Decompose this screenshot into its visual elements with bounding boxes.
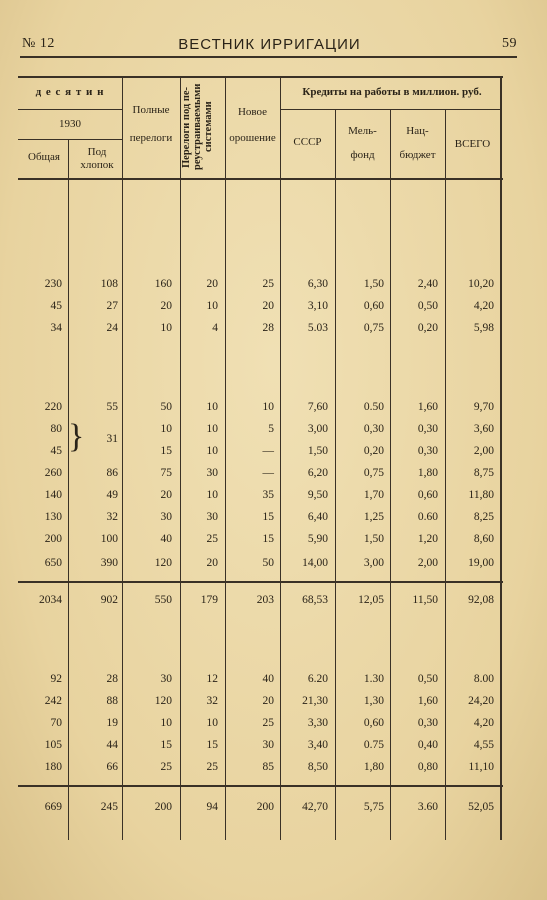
cell-vsego: 9,70 [473, 401, 494, 413]
header-melfond-2: фонд [350, 149, 375, 161]
cell-melfond: 0,75 [363, 467, 384, 479]
cell-melfond: 0.50 [363, 401, 384, 413]
vrule-4 [225, 76, 226, 840]
cell-obshaya: 260 [44, 467, 62, 479]
cell-sssr: 8,50 [307, 761, 328, 773]
cell-nacbudget: 2,00 [417, 557, 438, 569]
cell-sssr: 3,00 [307, 423, 328, 435]
cell-melfond: 1,70 [363, 489, 384, 501]
cell-nacbudget: 0,80 [417, 761, 438, 773]
cell-melfond: 0.75 [363, 739, 384, 751]
header-kredity: Кредиты на работы в миллион. руб. [302, 86, 482, 98]
cell-pod-hlopok: 902 [100, 594, 118, 606]
cell-obshaya: 200 [44, 533, 62, 545]
cell-pod-hlopok: 28 [106, 673, 118, 685]
cell-sssr: 9,50 [307, 489, 328, 501]
header-novoe: Новое [237, 106, 268, 118]
cell-polnye: 30 [160, 673, 172, 685]
cell-nacbudget: 0,40 [417, 739, 438, 751]
header-perelogi: перелоги [129, 132, 173, 144]
cell-pod-hlopok: 88 [106, 695, 118, 707]
cell-melfond: 0,30 [363, 423, 384, 435]
cell-pod-hlopok: 245 [100, 801, 118, 813]
vrule-6 [335, 109, 336, 840]
cell-sssr: 14,00 [302, 557, 328, 569]
cell-nacbudget: 1,60 [417, 401, 438, 413]
cell-pod-hlopok: 27 [106, 300, 118, 312]
table-top-rule [18, 76, 503, 78]
merged-cell-31: 31 [106, 433, 118, 445]
cell-vsego: 52,05 [468, 801, 494, 813]
cell-sssr: 3,40 [307, 739, 328, 751]
cell-novoe: — [262, 445, 274, 457]
vrule-5 [280, 76, 281, 840]
cell-perelogi-pod: 10 [206, 300, 218, 312]
cell-nacbudget: 0,50 [417, 300, 438, 312]
cell-obshaya: 180 [44, 761, 62, 773]
cell-obshaya: 105 [44, 739, 62, 751]
cell-sssr: 68,53 [302, 594, 328, 606]
cell-polnye: 50 [160, 401, 172, 413]
cell-polnye: 30 [160, 511, 172, 523]
cell-perelogi-pod: 32 [206, 695, 218, 707]
cell-perelogi-pod: 4 [212, 322, 218, 334]
cell-vsego: 4,20 [473, 300, 494, 312]
cell-melfond: 0,60 [363, 300, 384, 312]
cell-perelogi-pod: 10 [206, 401, 218, 413]
cell-novoe: 10 [262, 401, 274, 413]
cell-nacbudget: 1,80 [417, 467, 438, 479]
cell-melfond: 0,60 [363, 717, 384, 729]
cell-obshaya: 650 [44, 557, 62, 569]
header-nacbudget-1: Нац- [406, 125, 429, 137]
cell-pod-hlopok: 24 [106, 322, 118, 334]
cell-polnye: 15 [160, 445, 172, 457]
cell-polnye: 10 [160, 322, 172, 334]
cell-polnye: 40 [160, 533, 172, 545]
cell-novoe: 200 [256, 801, 274, 813]
cell-polnye: 550 [154, 594, 172, 606]
cell-perelogi-pod: 20 [206, 278, 218, 290]
cell-obshaya: 2034 [39, 594, 62, 606]
cell-nacbudget: 0,30 [417, 717, 438, 729]
cell-melfond: 12,05 [358, 594, 384, 606]
cell-polnye: 20 [160, 489, 172, 501]
vrule-7 [390, 109, 391, 840]
journal-title: ВЕСТНИК ИРРИГАЦИИ [178, 36, 361, 53]
cell-nacbudget: 3.60 [417, 801, 438, 813]
cell-pod-hlopok: 86 [106, 467, 118, 479]
header-sssr: СССР [293, 136, 322, 148]
running-header [22, 36, 517, 56]
cell-obshaya: 80 [50, 423, 62, 435]
cell-perelogi-pod: 15 [206, 739, 218, 751]
cell-perelogi-pod: 10 [206, 423, 218, 435]
cell-perelogi-pod: 30 [206, 467, 218, 479]
cell-vsego: 3,60 [473, 423, 494, 435]
cell-novoe: 5 [268, 423, 274, 435]
cell-nacbudget: 1,20 [417, 533, 438, 545]
cell-nacbudget: 0,50 [417, 673, 438, 685]
cell-pod-hlopok: 390 [100, 557, 118, 569]
brace: } [68, 418, 85, 455]
cell-sssr: 5,90 [307, 533, 328, 545]
cell-pod-hlopok: 49 [106, 489, 118, 501]
cell-obshaya: 242 [44, 695, 62, 707]
cell-sssr: 21,30 [302, 695, 328, 707]
header-year: 1930 [59, 118, 81, 130]
cell-obshaya: 669 [44, 801, 62, 813]
cell-polnye: 160 [154, 278, 172, 290]
cell-perelogi-pod: 10 [206, 489, 218, 501]
cell-melfond: 3,00 [363, 557, 384, 569]
cell-pod-hlopok: 100 [100, 533, 118, 545]
cell-perelogi-pod: 179 [200, 594, 218, 606]
cell-melfond: 1.30 [363, 673, 384, 685]
cell-pod-hlopok: 55 [106, 401, 118, 413]
sub-rule-1930 [18, 109, 122, 110]
cell-vsego: 8,60 [473, 533, 494, 545]
cell-polnye: 120 [154, 557, 172, 569]
cell-obshaya: 220 [44, 401, 62, 413]
cell-nacbudget: 0,30 [417, 445, 438, 457]
header-vsego: ВСЕГО [454, 138, 491, 150]
cell-perelogi-pod: 30 [206, 511, 218, 523]
cell-obshaya: 34 [50, 322, 62, 334]
cell-novoe: 203 [256, 594, 274, 606]
cell-vsego: 10,20 [468, 278, 494, 290]
cell-obshaya: 45 [50, 445, 62, 457]
cell-perelogi-pod: 20 [206, 557, 218, 569]
cell-melfond: 1,50 [363, 533, 384, 545]
cell-perelogi-pod: 94 [206, 801, 218, 813]
cell-perelogi-pod: 10 [206, 717, 218, 729]
cell-nacbudget: 0,30 [417, 423, 438, 435]
cell-novoe: 35 [262, 489, 274, 501]
cell-sssr: 6,30 [307, 278, 328, 290]
cell-nacbudget: 2,40 [417, 278, 438, 290]
cell-melfond: 5,75 [363, 801, 384, 813]
sub-rule-credits [280, 109, 502, 110]
header-obshaya: Общая [28, 151, 60, 163]
cell-vsego: 11,80 [468, 489, 494, 501]
cell-pod-hlopok: 66 [106, 761, 118, 773]
issue-number: № 12 [22, 36, 55, 51]
cell-nacbudget: 0.60 [417, 511, 438, 523]
header-melfond-1: Мель- [348, 125, 377, 137]
cell-novoe: 20 [262, 695, 274, 707]
cell-perelogi-pod: 12 [206, 673, 218, 685]
header-oroshenie: орошение [229, 132, 276, 144]
vrule-2 [122, 76, 123, 840]
cell-novoe: 25 [262, 717, 274, 729]
cell-sssr: 6,40 [307, 511, 328, 523]
cell-novoe: 25 [262, 278, 274, 290]
cell-novoe: — [262, 467, 274, 479]
header-pod-hlopok: Под хлопок [80, 146, 114, 171]
cell-pod-hlopok: 44 [106, 739, 118, 751]
vrule-9 [500, 76, 502, 840]
cell-vsego: 2,00 [473, 445, 494, 457]
cell-novoe: 85 [262, 761, 274, 773]
cell-vsego: 8.00 [473, 673, 494, 685]
cell-novoe: 28 [262, 322, 274, 334]
header-desyatin: д е с я т и н [35, 86, 105, 98]
cell-sssr: 6,20 [307, 467, 328, 479]
cell-polnye: 75 [160, 467, 172, 479]
cell-vsego: 4,20 [473, 717, 494, 729]
cell-vsego: 8,75 [473, 467, 494, 479]
total-rule-1 [18, 581, 503, 583]
cell-obshaya: 130 [44, 511, 62, 523]
cell-novoe: 15 [262, 511, 274, 523]
vrule-8 [445, 109, 446, 840]
header-polnye: Полные [132, 104, 170, 116]
cell-nacbudget: 0,20 [417, 322, 438, 334]
head-bottom-rule [18, 178, 503, 180]
cell-nacbudget: 11,50 [412, 594, 438, 606]
cell-vsego: 8,25 [473, 511, 494, 523]
cell-polnye: 10 [160, 717, 172, 729]
cell-melfond: 1,30 [363, 695, 384, 707]
cell-obshaya: 45 [50, 300, 62, 312]
cell-polnye: 120 [154, 695, 172, 707]
cell-perelogi-pod: 25 [206, 533, 218, 545]
cell-sssr: 1,50 [307, 445, 328, 457]
cell-nacbudget: 0,60 [417, 489, 438, 501]
cell-obshaya: 230 [44, 278, 62, 290]
cell-novoe: 15 [262, 533, 274, 545]
cell-perelogi-pod: 25 [206, 761, 218, 773]
cell-novoe: 50 [262, 557, 274, 569]
sub-rule-year [18, 139, 122, 140]
cell-vsego: 19,00 [468, 557, 494, 569]
cell-melfond: 1,80 [363, 761, 384, 773]
header-perelogi-pod: Перелоги под пе- реустраиваемыми системами [181, 83, 214, 171]
vrule-1 [68, 140, 69, 840]
cell-nacbudget: 1,60 [417, 695, 438, 707]
vrule-3 [180, 76, 181, 840]
cell-perelogi-pod: 10 [206, 445, 218, 457]
cell-polnye: 15 [160, 739, 172, 751]
cell-melfond: 0,20 [363, 445, 384, 457]
cell-pod-hlopok: 108 [100, 278, 118, 290]
cell-vsego: 92,08 [468, 594, 494, 606]
page-number: 59 [502, 36, 517, 51]
cell-sssr: 5.03 [307, 322, 328, 334]
cell-pod-hlopok: 32 [106, 511, 118, 523]
total-rule-2 [18, 785, 503, 787]
cell-obshaya: 70 [50, 717, 62, 729]
cell-sssr: 6.20 [307, 673, 328, 685]
cell-polnye: 200 [154, 801, 172, 813]
cell-sssr: 7,60 [307, 401, 328, 413]
cell-sssr: 42,70 [302, 801, 328, 813]
cell-vsego: 11,10 [468, 761, 494, 773]
cell-melfond: 1,25 [363, 511, 384, 523]
cell-polnye: 10 [160, 423, 172, 435]
header-rule [20, 56, 517, 58]
cell-vsego: 4,55 [473, 739, 494, 751]
header-nacbudget-2: бюджет [399, 149, 436, 161]
cell-polnye: 25 [160, 761, 172, 773]
cell-novoe: 20 [262, 300, 274, 312]
cell-melfond: 0,75 [363, 322, 384, 334]
cell-sssr: 3,10 [307, 300, 328, 312]
cell-sssr: 3,30 [307, 717, 328, 729]
cell-melfond: 1,50 [363, 278, 384, 290]
cell-vsego: 24,20 [468, 695, 494, 707]
cell-vsego: 5,98 [473, 322, 494, 334]
cell-obshaya: 92 [50, 673, 62, 685]
cell-novoe: 30 [262, 739, 274, 751]
cell-polnye: 20 [160, 300, 172, 312]
cell-novoe: 40 [262, 673, 274, 685]
cell-obshaya: 140 [44, 489, 62, 501]
cell-pod-hlopok: 19 [106, 717, 118, 729]
